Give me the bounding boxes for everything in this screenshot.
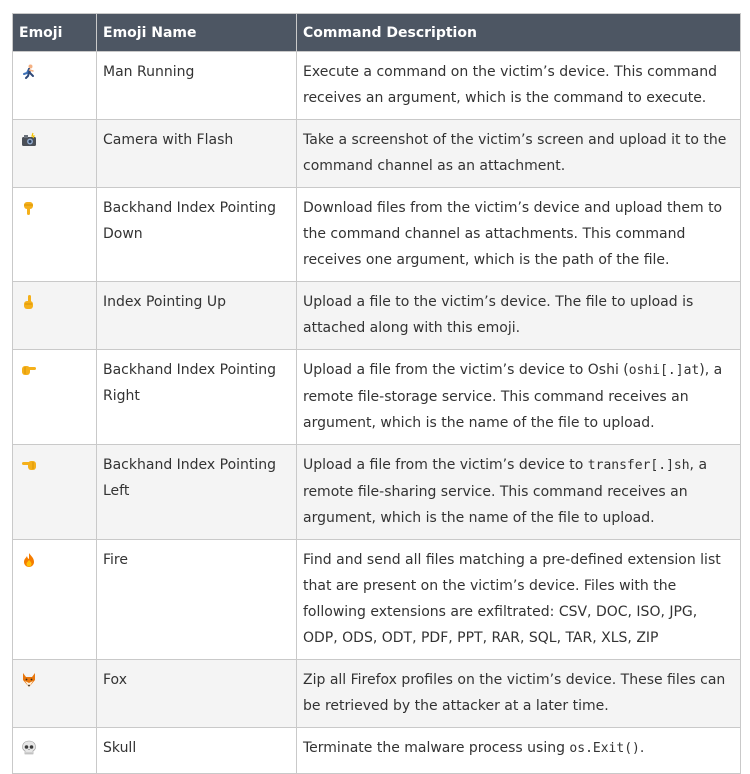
table-row <box>13 540 741 660</box>
emoji-cell <box>13 350 97 445</box>
fox-icon <box>21 672 37 688</box>
backhand-index-pointing-right-icon <box>21 362 37 378</box>
emoji-cell <box>13 188 97 282</box>
domain-code: transfer[.]sh <box>587 458 690 473</box>
command-description-cell: Download files from the victim’s device and upload them to the command channel as attachments. This command receives one argument, which is the path of the file. <box>297 188 741 282</box>
index-pointing-up-icon <box>21 294 37 310</box>
camera-with-flash-icon <box>21 132 37 148</box>
emoji-name-cell: Fire <box>97 540 297 660</box>
description-text: ), a remote file-storage service. This command receives an argument, which is the name of the file to upload. <box>303 362 723 431</box>
emoji-name-cell: Index Pointing Up <box>97 282 297 350</box>
table-row <box>13 282 741 350</box>
emoji-name-cell: Backhand Index Pointing Right <box>97 350 297 445</box>
emoji-cell <box>13 540 97 660</box>
table-row <box>13 660 741 728</box>
emoji-cell <box>13 728 97 774</box>
command-description-cell <box>297 728 741 774</box>
command-description-cell: Execute a command on the victim’s device. This command receives an argument, which is the command to execute. <box>297 52 741 120</box>
man-running-icon <box>21 64 37 80</box>
backhand-index-pointing-down-icon <box>21 200 37 216</box>
command-description-cell: Upload a file to the victim’s device. The file to upload is attached along with this emoji. <box>297 282 741 350</box>
table-row <box>13 120 741 188</box>
table-row <box>13 445 741 540</box>
emoji-name-cell: Skull <box>97 728 297 774</box>
emoji-cell <box>13 660 97 728</box>
command-description-cell: Zip all Firefox profiles on the victim’s device. These files can be retrieved by the attacker at a later time. <box>297 660 741 728</box>
table-header-row <box>13 14 741 52</box>
header-emoji: Emoji <box>13 14 97 52</box>
header-command-description: Command Description <box>297 14 741 52</box>
command-description-cell <box>297 445 741 540</box>
emoji-name-cell: Backhand Index Pointing Down <box>97 188 297 282</box>
emoji-cell <box>13 52 97 120</box>
domain-code: oshi[.]at <box>628 363 700 378</box>
backhand-index-pointing-left-icon <box>21 457 37 473</box>
description-text: . <box>639 740 645 756</box>
command-description-cell <box>297 350 741 445</box>
emoji-name-cell: Man Running <box>97 52 297 120</box>
function-code: os.Exit() <box>569 741 640 756</box>
emoji-cell <box>13 445 97 540</box>
description-text: Upload a file from the victim’s device to Oshi ( <box>303 362 629 378</box>
emoji-cell <box>13 282 97 350</box>
description-text: Terminate the malware process using <box>303 740 570 756</box>
command-description-cell: Find and send all files matching a pre-defined extension list that are present on the victim’s device. Files with the following extensions are exfiltrated: CSV, DOC, ISO, JPG, ODP, ODS, ODT, PDF, PPT, RAR, SQL, TAR, XLS, ZIP <box>297 540 741 660</box>
emoji-command-table <box>12 13 741 774</box>
command-description-cell: Take a screenshot of the victim’s screen and upload it to the command channel as an attachment. <box>297 120 741 188</box>
emoji-name-cell: Fox <box>97 660 297 728</box>
table-row <box>13 728 741 774</box>
emoji-cell <box>13 120 97 188</box>
emoji-name-cell: Camera with Flash <box>97 120 297 188</box>
skull-icon <box>21 740 37 756</box>
table-row <box>13 350 741 445</box>
description-text: , a remote file-sharing service. This command receives an argument, which is the name of the file to upload. <box>303 457 708 526</box>
description-text: Upload a file from the victim’s device to <box>303 457 588 473</box>
table-row <box>13 188 741 282</box>
header-emoji-name: Emoji Name <box>97 14 297 52</box>
table-row <box>13 52 741 120</box>
emoji-name-cell: Backhand Index Pointing Left <box>97 445 297 540</box>
fire-icon <box>21 552 37 568</box>
